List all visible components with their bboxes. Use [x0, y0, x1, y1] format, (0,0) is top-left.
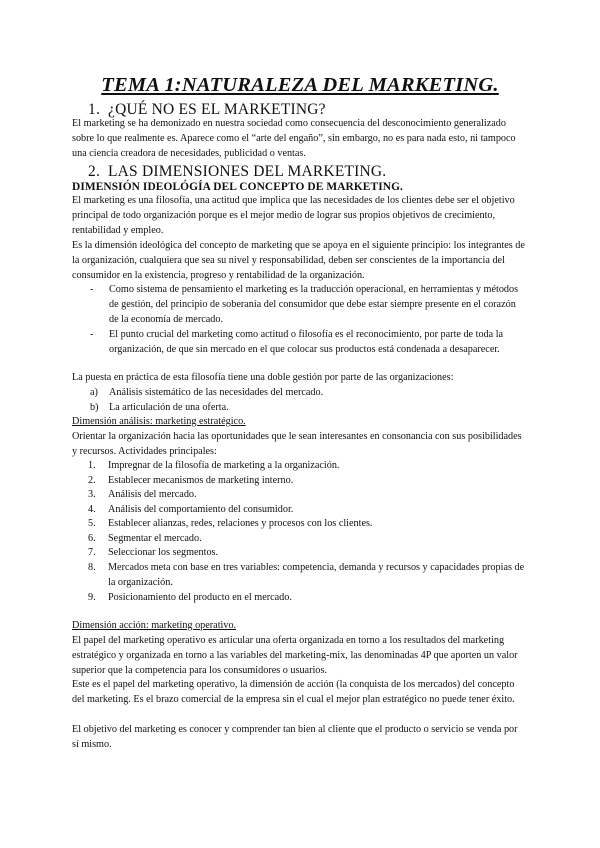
list-item-text: Análisis del comportamiento del consumidor. [108, 504, 294, 515]
list-item-text: Mercados meta con base en tres variables: competencia, demanda y recursos y capacidades propias de la organización. [108, 562, 525, 588]
paragraph: El papel del marketing operativo es articular una oferta organizada en torno a los resultados del marketing estratégico y organizada en torno a las variables del marketing-mix, las denominadas 4P que aporten un valor superior que la competencia para los consumidores o usuarios. [72, 635, 518, 676]
paragraph: La puesta en práctica de esta filosofía tiene una doble gestión por parte de las organizaciones: [72, 372, 454, 383]
list-marker: 7. [88, 547, 96, 558]
list-marker: a) [90, 387, 98, 398]
paragraph: El marketing es una filosofía, una actitud que implica que las necesidades de los clientes debe ser el objetivo principal de todo organización porque es el mejor medio de lograr sus propios objetivos de crecimiento, rentabilidad y empleo. [72, 195, 515, 236]
list-item-text: Análisis del mercado. [108, 489, 197, 500]
section-number: 2. [88, 163, 101, 180]
section-number: 1. [88, 101, 101, 118]
list-marker: 9. [88, 592, 96, 603]
list-marker: 8. [88, 562, 96, 573]
list-item-text: Segmentar el mercado. [108, 533, 202, 544]
paragraph: Este es el papel del marketing operativo, la dimensión de acción (la conquista de los mercados) del concepto del marketing. Es el brazo comercial de la empresa sin el cual el mejor plan estratégico no puede tener éxito. [72, 679, 515, 705]
list-item-text: El punto crucial del marketing como actitud o filosofía es el reconocimiento, por parte de toda la organización, de que sin mercado en el que colocar sus productos está condenada a desaparecer. [109, 329, 504, 355]
list-item-text: Establecer alianzas, redes, relaciones y procesos con los clientes. [108, 518, 373, 529]
subsection-heading: Dimensión acción: marketing operativo. [72, 620, 237, 631]
list-marker: 6. [88, 533, 96, 544]
list-item-text: Impregnar de la filosofía de marketing a la organización. [108, 460, 340, 471]
list-marker: 5. [88, 518, 96, 529]
list-marker: b) [90, 402, 99, 413]
list-marker: 3. [88, 489, 96, 500]
paragraph: Es la dimensión ideológica del concepto de marketing que se apoya en el siguiente principio: los integrantes de la organización, cualquiera que sea su nivel y responsabilidad, deben ser conscientes de la importancia del consumidor en la existencia, progreso y rentabilidad de la organización. [72, 240, 525, 281]
list-item-text: Posicionamiento del producto en el mercado. [108, 592, 292, 603]
list-marker: 1. [88, 460, 96, 471]
paragraph: El marketing se ha demonizado en nuestra sociedad como consecuencia del desconocimiento generalizado sobre lo que realmente es. Aparece como el “arte del engaño”, sin embargo, no es para nada esto, ni tampoco una ciencia creadora de necesidades, publicidad o ventas. [72, 118, 516, 159]
list-item-text: La articulación de una oferta. [109, 402, 229, 413]
section-title: ¿QUÉ NO ES EL MARKETING? [108, 101, 326, 118]
list-item-text: Seleccionar los segmentos. [108, 547, 219, 558]
list-item-text: Análisis sistemático de las necesidades del mercado. [109, 387, 324, 398]
list-item-text: Establecer mecanismos de marketing interno. [108, 475, 294, 486]
list-marker: - [90, 284, 94, 295]
list-item-text: Como sistema de pensamiento el marketing es la traducción operacional, en herramientas y métodos de gestión, del principio de soberanía del consumidor que debe estar siempre presente en el corazón de la economía de mercado. [109, 284, 519, 325]
subsection-heading: DIMENSIÓN IDEOLÓGÍA DEL CONCEPTO DE MARKETING. [72, 181, 403, 193]
document-title: TEMA 1:NATURALEZA DEL MARKETING. [101, 74, 499, 96]
list-marker: 4. [88, 504, 96, 515]
list-marker: - [90, 329, 94, 340]
subsection-heading: Dimensión análisis: marketing estratégico. [72, 416, 246, 427]
paragraph: Orientar la organización hacia las oportunidades que le sean interesantes en consonancia con sus posibilidades y recursos. Actividades principales: [72, 431, 522, 457]
paragraph: El objetivo del marketing es conocer y comprender tan bien al cliente que el producto o servicio se venda por sí mismo. [72, 724, 518, 750]
section-title: LAS DIMENSIONES DEL MARKETING. [108, 163, 387, 180]
list-marker: 2. [88, 475, 96, 486]
